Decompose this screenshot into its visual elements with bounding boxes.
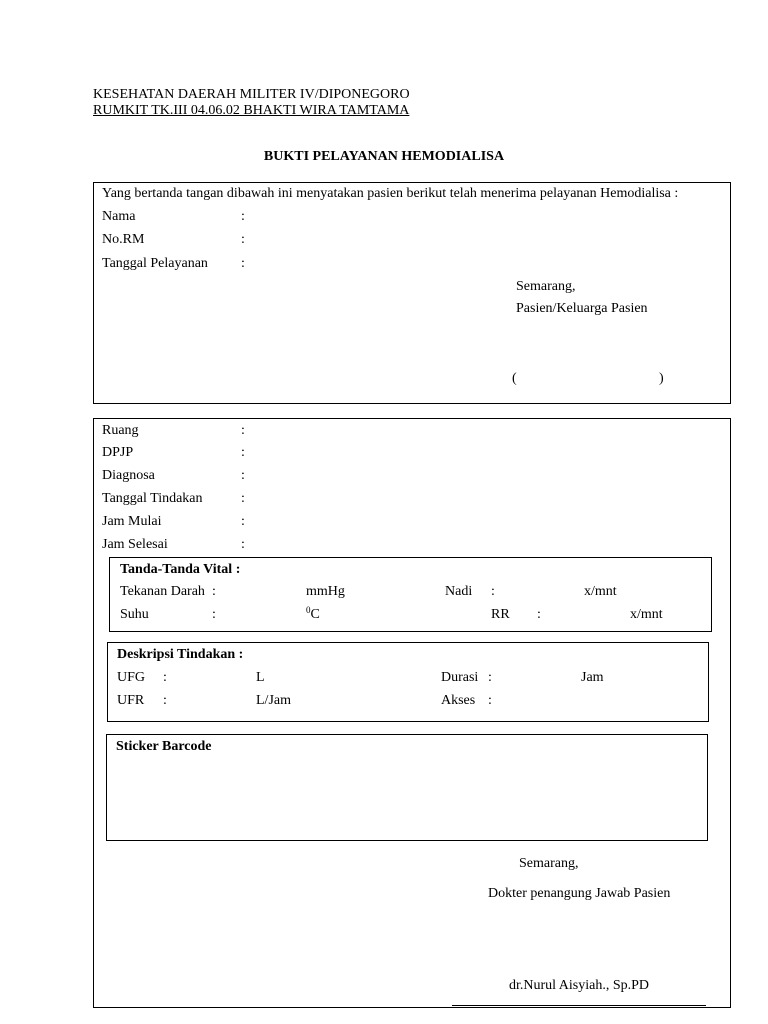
temp-unit: [306, 607, 320, 623]
field-sep-nama: :: [241, 209, 245, 224]
field-sep-diagnosa: :: [241, 468, 245, 483]
bp-sep: :: [212, 584, 216, 599]
temp-sep: :: [212, 607, 216, 622]
field-label-dpjp: DPJP: [102, 445, 134, 460]
doctor-name: dr.Nurul Aisyiah., Sp.PD: [509, 978, 650, 993]
temp-unit-letter: C: [310, 607, 320, 622]
vitals-title: Tanda-Tanda Vital :: [120, 562, 241, 577]
pulse-unit: x/mnt: [584, 584, 617, 599]
ufg-unit: L: [256, 670, 265, 685]
durasi-label: Durasi: [441, 670, 479, 685]
bp-label: Tekanan Darah: [120, 584, 205, 599]
barcode-label: Sticker Barcode: [116, 739, 212, 754]
signature-paren-close: ): [659, 371, 664, 386]
doctor-signature-line: [452, 1005, 706, 1006]
field-sep-jam-mulai: :: [241, 514, 245, 529]
field-label-jam-selesai: Jam Selesai: [102, 537, 168, 552]
field-sep-norm: :: [241, 232, 245, 247]
field-sep-jam-selesai: :: [241, 537, 245, 552]
institution-name: KESEHATAN DAERAH MILITER IV/DIPONEGORO: [93, 87, 410, 102]
doctor-signer-role: Dokter penangung Jawab Pasien: [488, 886, 671, 901]
bp-unit: mmHg: [306, 584, 345, 599]
ufr-sep: :: [163, 693, 167, 708]
ufr-label: UFR: [117, 693, 145, 708]
field-sep-dpjp: :: [241, 445, 245, 460]
signature-paren-open: (: [512, 371, 517, 386]
field-label-tanggal-tindakan: Tanggal Tindakan: [102, 491, 203, 506]
field-label-norm: No.RM: [102, 232, 145, 247]
document-title: BUKTI PELAYANAN HEMODIALISA: [263, 149, 505, 164]
pulse-label: Nadi: [445, 584, 473, 599]
field-sep-ruang: :: [241, 423, 245, 438]
durasi-unit: Jam: [581, 670, 604, 685]
doctor-place: Semarang,: [519, 856, 579, 871]
field-sep-tanggal-tindakan: :: [241, 491, 245, 506]
ufr-unit: L/Jam: [256, 693, 291, 708]
rr-unit: x/mnt: [630, 607, 663, 622]
rr-label: RR: [491, 607, 510, 622]
field-label-tanggal-pelayanan: Tanggal Pelayanan: [102, 256, 208, 271]
pulse-sep: :: [491, 584, 495, 599]
akses-label: Akses: [441, 693, 476, 708]
field-label-nama: Nama: [102, 209, 136, 224]
patient-section: [93, 182, 731, 404]
rr-sep: :: [537, 607, 541, 622]
temp-unit-degree: 0: [306, 605, 311, 615]
durasi-sep: :: [488, 670, 492, 685]
field-label-ruang: Ruang: [102, 423, 139, 438]
patient-statement: Yang bertanda tangan dibawah ini menyatakan pasien berikut telah menerima pelayanan Hemodialisa :: [102, 186, 679, 201]
temp-label: Suhu: [120, 607, 149, 622]
ufg-label: UFG: [117, 670, 146, 685]
procedure-title: Deskripsi Tindakan :: [117, 647, 244, 662]
hospital-name: RUMKIT TK.III 04.06.02 BHAKTI WIRA TAMTAMA: [93, 103, 410, 118]
field-label-diagnosa: Diagnosa: [102, 468, 155, 483]
patient-signer-role: Pasien/Keluarga Pasien: [516, 301, 648, 316]
patient-place: Semarang,: [516, 279, 576, 294]
field-sep-tanggal-pelayanan: :: [241, 256, 245, 271]
ufg-sep: :: [163, 670, 167, 685]
akses-sep: :: [488, 693, 492, 708]
field-label-jam-mulai: Jam Mulai: [102, 514, 162, 529]
